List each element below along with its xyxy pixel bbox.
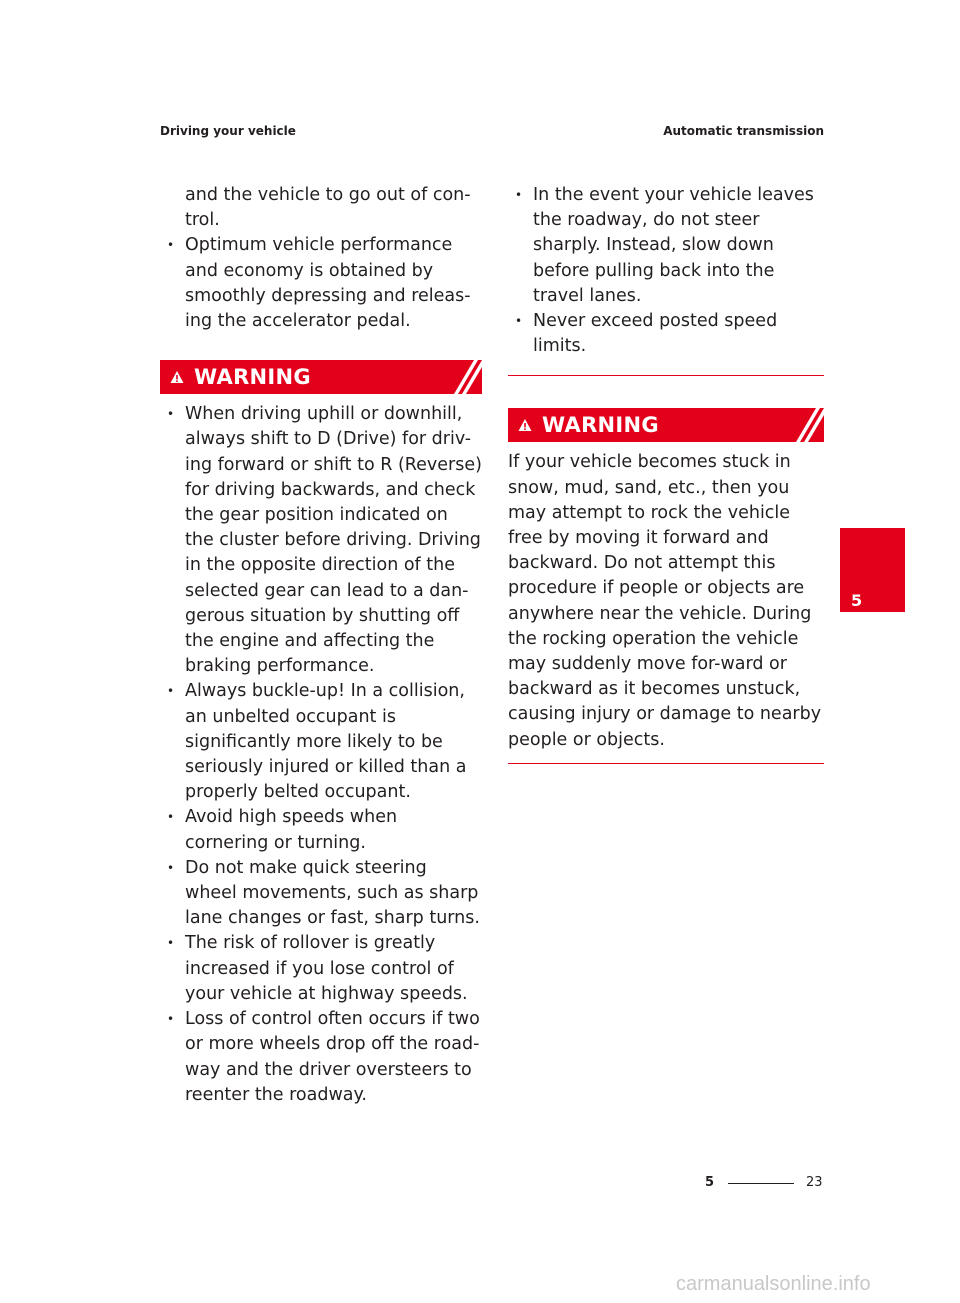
warning-banner: [160, 360, 482, 394]
list-item: • Avoid high speeds when cornering or turning.: [160, 805, 482, 855]
slash-decoration-icon: [434, 360, 482, 394]
chapter-tab-number: 5: [851, 591, 863, 610]
footer-chapter-number: 5: [705, 1175, 715, 1190]
running-header-topic: Automatic transmission: [663, 124, 824, 138]
list-item: • When driving uphill or downhill, always shift to D (Drive) for driv-ing forward or shift to R (Reverse) for driving backwards, and check the gear position indicated on the cluster before driving. Driving in the opposite direction of the selected gear can lead to a dan-gerous situation by shutting off the engine and affecting the braking performance.: [160, 402, 482, 679]
list-item: • Optimum vehicle performance and economy is obtained by smoothly depressing and releas-ing the accelerator pedal.: [160, 233, 482, 334]
footer-divider: [728, 1183, 794, 1184]
chapter-tab: [840, 528, 905, 612]
warning-triangle-icon: [170, 370, 184, 384]
running-header-section: Driving your vehicle: [160, 124, 296, 138]
slash-decoration-icon: [776, 408, 824, 442]
list-item: • Loss of control often occurs if two or more wheels drop off the road-way and the driver oversteers to reenter the roadway.: [160, 1007, 482, 1108]
right-column: [508, 183, 824, 764]
warning-bullet-list: [160, 402, 482, 1108]
list-item: • Always buckle-up! In a collision, an unbelted occupant is significantly more likely to be seriously injured or killed than a properly belted occupant.: [160, 679, 482, 805]
bullet-list-right: [508, 183, 824, 359]
list-item: • The risk of rollover is greatly increased if you lose control of your vehicle at highway speeds.: [160, 931, 482, 1007]
divider: [508, 763, 824, 764]
list-item: • Do not make quick steering wheel movements, such as sharp lane changes or fast, sharp turns.: [160, 856, 482, 932]
warning-banner: [508, 408, 824, 442]
warning-label: WARNING: [542, 412, 659, 437]
bullet-list-top: [160, 233, 482, 334]
list-item: • In the event your vehicle leaves the roadway, do not steer sharply. Instead, slow down before pulling back into the travel lanes.: [508, 183, 824, 309]
list-item: • Never exceed posted speed limits.: [508, 309, 824, 359]
warning-label: WARNING: [194, 364, 311, 389]
watermark: carmanualsonline.info: [676, 1273, 871, 1295]
left-column: [160, 183, 482, 1108]
warning-triangle-icon: [518, 418, 532, 432]
warning-paragraph: If your vehicle becomes stuck in snow, mud, sand, etc., then you may attempt to rock the vehicle free by moving it forward and backward. Do not attempt this procedure if people or objects are anywhere near the vehicle. During the rocking operation the vehicle may suddenly move for-ward or backward as it becomes unstuck, causing injury or damage to nearby people or objects.: [508, 452, 822, 750]
page-number: 23: [806, 1175, 823, 1190]
continuation-text: and the vehicle to go out of con-trol.: [185, 185, 471, 231]
